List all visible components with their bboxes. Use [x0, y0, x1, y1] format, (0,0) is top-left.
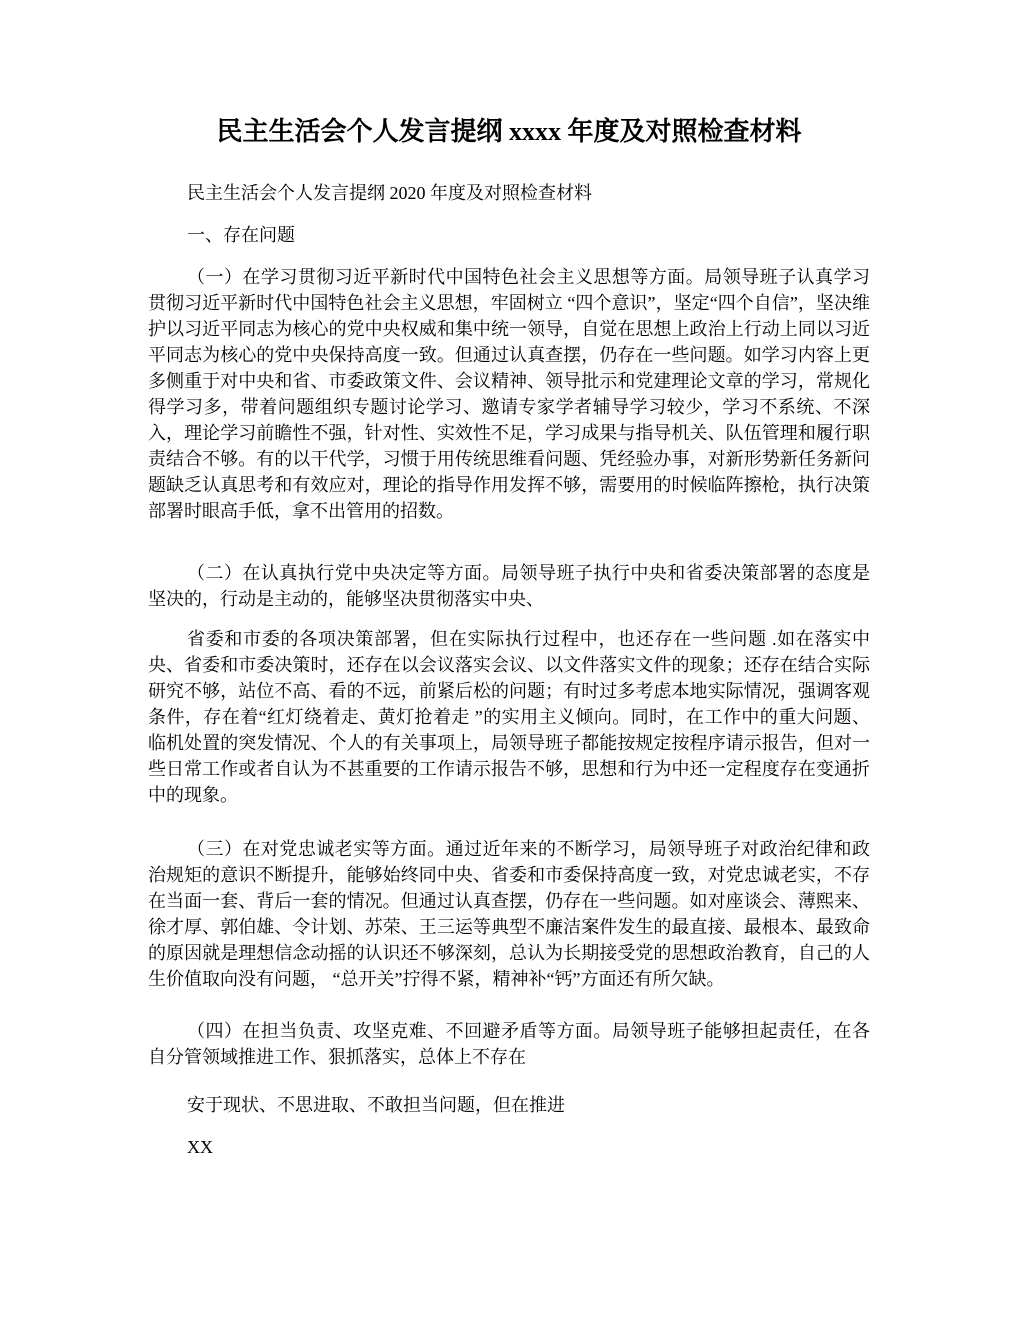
- paragraph-2: （二）在认真执行党中央决定等方面。局领导班子执行中央和省委决策部署的态度是坚决的，行动是主动的，能够坚决贯彻落实中央、: [148, 563, 870, 609]
- document-title: 民主生活会个人发言提纲 xxxx 年度及对照检查材料: [216, 117, 802, 146]
- paragraph-3: 省委和市委的各项决策部署，但在实际执行过程中，也还存在一些问题 .如在落实中央、省委和市委决策时，还存在以会议落实会议、以文件落实文件的现象；还存在结合实际研究不够，站位不高、看的不远，前紧后松的问题；有时过多考虑本地实际情况，强调客观条件，存在着“红灯绕着走、黄灯抢着走 ”的实用主义倾向。同时，在工作中的重大问题、临机处置的突发情况、个人的有关事项上，局领导班子都能按规定按程序请示报告，但对一些日常工作或者自认为不甚重要的工作请示报告不够，思想和行为中还一定程度存在变通折中的现象。: [148, 629, 870, 805]
- paragraph-7-placeholder: XX: [187, 1137, 213, 1157]
- paragraph-5: （四）在担当负责、攻坚克难、不回避矛盾等方面。局领导班子能够担起责任，在各自分管领域推进工作、狠抓落实，总体上不存在: [148, 1021, 870, 1067]
- paragraph-4: （三）在对党忠诚老实等方面。通过近年来的不断学习，局领导班子对政治纪律和政治规矩的意识不断提升，能够始终同中央、省委和市委保持高度一致，对党忠诚老实，不存在当面一套、背后一套的情况。但通过认真查摆，仍存在一些问题。如对座谈会、薄熙来、徐才厚、郭伯雄、令计划、苏荣、王三运等典型不廉洁案件发生的最直接、最根本、最致命的原因就是理想信念动摇的认识还不够深刻，总认为长期接受党的思想政治教育，自己的人生价值取向没有问题， “总开关”拧得不紧，精神补“钙”方面还有所欠缺。: [148, 839, 870, 989]
- paragraph-6: 安于现状、不思进取、不敢担当问题，但在推进: [187, 1095, 565, 1115]
- section-heading: 一、存在问题: [187, 225, 295, 245]
- paragraph-1: （一）在学习贯彻习近平新时代中国特色社会主义思想等方面。局领导班子认真学习贯彻习近平新时代中国特色社会主义思想，牢固树立 “四个意识”，坚定“四个自信”，坚决维护以习近平同志为核心的党中央权威和集中统一领导，自觉在思想上政治上行动上同以习近平同志为核心的党中央保持高度一致。但通过认真查摆，仍存在一些问题。如学习内容上更多侧重于对中央和省、市委政策文件、会议精神、领导批示和党建理论文章的学习，常规化得学习多，带着问题组织专题讨论学习、邀请专家学者辅导学习较少，学习不系统、不深入，理论学习前瞻性不强，针对性、实效性不足，学习成果与指导机关、队伍管理和履行职责结合不够。有的以干代学，习惯于用传统思维看问题、凭经验办事，对新形势新任务新问题缺乏认真思考和有效应对，理论的指导作用发挥不够，需要用的时候临阵擦枪，执行决策部署时眼高手低，拿不出管用的招数。: [148, 267, 870, 521]
- document-subtitle: 民主生活会个人发言提纲 2020 年度及对照检查材料: [187, 183, 592, 203]
